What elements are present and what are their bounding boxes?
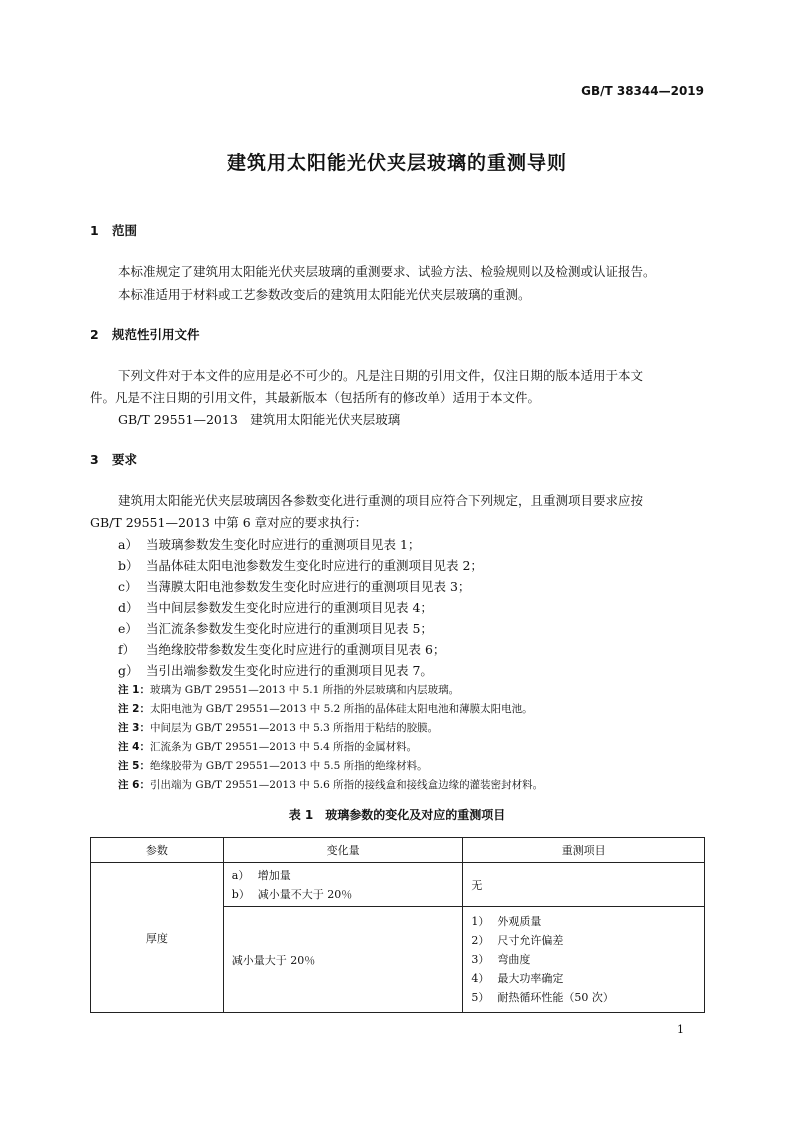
list-item-label: a） [118, 537, 138, 552]
note [118, 701, 533, 716]
change-cell [223, 863, 463, 907]
list-item [118, 661, 433, 679]
list-item-label: g） [118, 663, 139, 678]
section-number: 2 [90, 327, 99, 342]
note [118, 720, 438, 735]
note [118, 682, 459, 697]
paragraph: 下列文件对于本文件的应用是必不可少的。凡是注日期的引用文件，仅注日期的版本适用于本文 [118, 368, 644, 383]
retest-item [471, 931, 696, 950]
list-item-label: d） [118, 600, 139, 615]
note-text: 引出端为 GB/T 29551—2013 中 5.6 所指的接线盒和接线盒边缘的灌装密封材料。 [149, 779, 544, 791]
section-heading-normative-references [90, 325, 200, 343]
note-label: 注 3： [118, 722, 150, 734]
table-header-row [91, 838, 705, 863]
page-number: 1 [677, 1023, 684, 1036]
paragraph-continuation: GB/T 29551—2013 中第 6 章对应的要求执行： [90, 515, 368, 530]
table-glass-parameters [90, 837, 705, 1013]
table-row [91, 863, 705, 907]
list-item [118, 598, 433, 616]
retest-item [471, 988, 696, 1007]
section-number: 1 [90, 223, 99, 238]
change-item-text: 增加量 [257, 868, 291, 882]
change-item [232, 885, 455, 904]
change-item-label: a） [231, 868, 250, 882]
parameter-cell: 厚度 [91, 863, 224, 1013]
retest-item-label: 3） [471, 953, 490, 966]
note-text: 玻璃为 GB/T 29551—2013 中 5.1 所指的外层玻璃和内层玻璃。 [149, 684, 460, 696]
section-title: 要求 [112, 452, 138, 467]
note-text: 绝缘胶带为 GB/T 29551—2013 中 5.5 所指的绝缘材料。 [149, 760, 428, 772]
paragraph: 本标准适用于材料或工艺参数改变后的建筑用太阳能光伏夹层玻璃的重测。 [118, 287, 531, 302]
retest-item-text: 耐热循环性能（50 次） [497, 991, 614, 1004]
list-item [118, 640, 445, 658]
note-label: 注 1： [118, 684, 150, 696]
note-label: 注 5： [118, 760, 150, 772]
retest-item [471, 912, 696, 931]
retest-cell [463, 907, 705, 1013]
standard-code: GB/T 38344—2019 [581, 84, 704, 98]
section-heading-requirements [90, 450, 137, 468]
retest-item-label: 1） [471, 915, 490, 928]
note [118, 739, 417, 754]
change-item-label: b） [231, 887, 250, 901]
retest-item-label: 2） [471, 934, 490, 947]
paragraph-continuation: 件。凡是不注日期的引用文件，其最新版本（包括所有的修改单）适用于本文件。 [90, 390, 541, 405]
list-item-text: 当薄膜太阳电池参数发生变化时应进行的重测项目见表 3； [146, 579, 471, 594]
note-text: 太阳电池为 GB/T 29551—2013 中 5.2 所指的晶体硅太阳电池和薄膜太阳电池。 [149, 703, 533, 715]
note-text: 汇流条为 GB/T 29551—2013 中 5.4 所指的金属材料。 [149, 741, 418, 753]
column-header: 参数 [91, 838, 224, 863]
list-item [118, 577, 470, 595]
section-number: 3 [90, 452, 99, 467]
change-item [232, 866, 455, 885]
note [118, 758, 428, 773]
retest-item-text: 尺寸允许偏差 [497, 934, 564, 947]
section-title: 范围 [112, 223, 138, 238]
retest-item-label: 4） [471, 972, 490, 985]
list-item-text: 当中间层参数发生变化时应进行的重测项目见表 4； [146, 600, 433, 615]
list-item-label: b） [118, 558, 139, 573]
retest-item [471, 969, 696, 988]
list-item [118, 556, 483, 574]
note-label: 注 2： [118, 703, 150, 715]
retest-item-label: 5） [471, 991, 490, 1004]
note [118, 777, 543, 792]
retest-item [471, 950, 696, 969]
table-caption: 表 1 玻璃参数的变化及对应的重测项目 [288, 808, 506, 822]
list-item-text: 当玻璃参数发生变化时应进行的重测项目见表 1； [146, 537, 421, 552]
retest-cell: 无 [463, 863, 705, 907]
page-title: 建筑用太阳能光伏夹层玻璃的重测导则 [226, 152, 567, 174]
change-item-text: 减小量不大于 20％ [257, 887, 353, 901]
column-header: 变化量 [223, 838, 463, 863]
note-label: 注 6： [118, 779, 150, 791]
list-item-text: 当晶体硅太阳电池参数发生变化时应进行的重测项目见表 2； [146, 558, 483, 573]
list-item-label: c） [118, 579, 138, 594]
note-text: 中间层为 GB/T 29551—2013 中 5.3 所指用于粘结的胶膜。 [149, 722, 439, 734]
retest-item-text: 外观质量 [497, 915, 542, 928]
section-title: 规范性引用文件 [112, 327, 200, 342]
list-item-label: f） [118, 642, 136, 657]
referenced-document: GB/T 29551—2013 建筑用太阳能光伏夹层玻璃 [118, 412, 401, 427]
list-item-text: 当汇流条参数发生变化时应进行的重测项目见表 5； [146, 621, 433, 636]
note-label: 注 4： [118, 741, 150, 753]
section-heading-scope [90, 221, 137, 239]
retest-item-text: 弯曲度 [497, 953, 531, 966]
paragraph: 本标准规定了建筑用太阳能光伏夹层玻璃的重测要求、试验方法、检验规则以及检测或认证报告。 [118, 264, 656, 279]
change-cell: 减小量大于 20％ [223, 907, 463, 1013]
list-item [118, 535, 420, 553]
paragraph: 建筑用太阳能光伏夹层玻璃因各参数变化进行重测的项目应符合下列规定，且重测项目要求应按 [118, 493, 644, 508]
column-header: 重测项目 [463, 838, 705, 863]
list-item-text: 当绝缘胶带参数发生变化时应进行的重测项目见表 6； [146, 642, 446, 657]
retest-item-text: 最大功率确定 [497, 972, 564, 985]
list-item [118, 619, 433, 637]
list-item-text: 当引出端参数发生变化时应进行的重测项目见表 7。 [146, 663, 433, 678]
list-item-label: e） [118, 621, 138, 636]
